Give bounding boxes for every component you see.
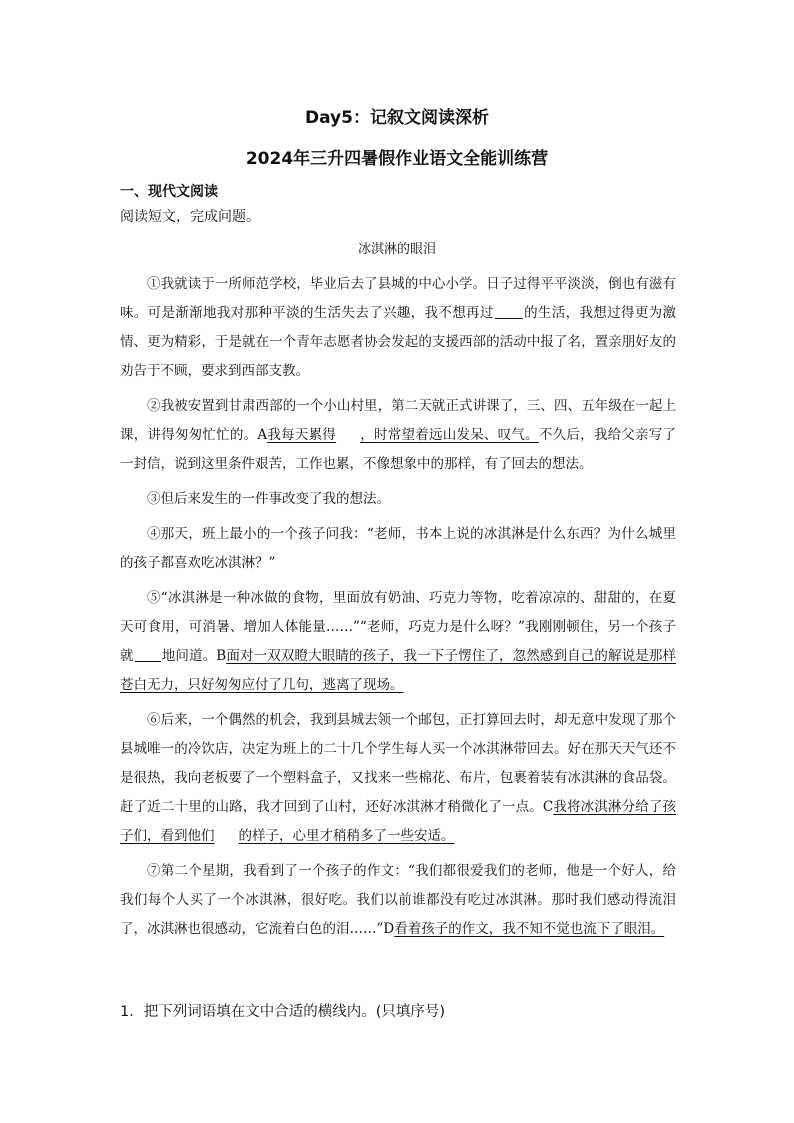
instruction-text: 阅读短文，完成问题。 [120,209,260,225]
paragraph-6 [120,706,676,851]
underlined-text: 的样子，心里才稍稍多了一些安适。 [238,828,455,844]
fill-blank [135,647,161,662]
underlined-sentence-d: 看着孩子的作文，我不知不觉也流下了眼泪。 [394,921,665,937]
paragraph-2 [120,392,676,479]
underlined-sentence-b: 面对一双双瞪大眼睛的孩子，我一下子愣住了，忽然感到自己的解说是那样苍白无力，只好匆匆应付了几句，逃离了现场。 [120,648,677,693]
underlined-text: 我将冰淇淋分给了孩子们，看到他们 [120,799,676,844]
paragraph-3: ③但后来发生的一件事改变了我的想法。 [147,491,390,507]
paragraph-text: ⑦第二个星期，我看到了一个孩子的作文：“我们都很爱我们的老师，他是一个好人，给我们每个人买了一个冰淇淋，很好吃。我们以前谁都没有吃过冰淇淋。那时我们感动得流泪了，冰淇淋也很感动，它流着白色的泪……”D [120,863,676,937]
paragraph-text: 地问道。B [161,648,227,664]
paragraph-text: ⑥后来，一个偶然的机会，我到县城去领一个邮包，正打算回去时，却无意中发现了那个县城唯一的冷饮店，决定为班上的二十几个学生每人买一个冰淇淋带回去。好在那天天气还不是很热，我向老板要了一个塑料盒子，又找来一些棉花、布片，包裹着装有冰淇淋的食品袋。赶了近二十里的山路，我才回到了山村，还好冰淇淋才稍微化了一点。C [120,712,676,815]
paragraph-4: ④那天，班上最小的一个孩子问我：“老师，书本上说的冰淇淋是什么东西？为什么城里的孩子都喜欢吃冰淇淋？” [120,526,676,571]
section-heading: 一、现代文阅读 [120,184,218,200]
underlined-text: ，时常望着远山发呆、叹气。 [360,427,539,443]
paragraph-text: ①我就读于一所师范学校，毕业后去了县城的中心小学。日子过得平平淡淡，倒也有滋有味。可是渐渐地我对那种平淡的生活失去了兴趣，我不想再过 [120,276,676,321]
passage [120,270,676,950]
story-title: 冰淇淋的眼泪 [357,242,436,257]
page-subtitle: 2024年三升四暑假作业语文全能训练营 [245,149,549,169]
fill-blank [495,304,523,319]
paragraph-7 [120,857,676,944]
paragraph-text: 不久后，我给父亲写了一封信，说到这里条件艰苦，工作也累，不像想象中的那样，有了回去的想法。 [120,427,677,472]
underlined-sentence-a [267,427,539,443]
question-1: 1．把下列词语填在文中合适的横线内。(只填序号) [120,1004,446,1020]
paragraph-5 [120,584,676,700]
page-title: Day5：记叙文阅读深析 [305,108,489,128]
paragraph-text: ②我被安置到甘肃西部的一个小山村里，第二天就正式讲课了，三、四、五年级在一起上课，讲得匆匆忙忙的。A [120,398,676,443]
paragraph-text: ⑤“冰淇淋是一种冰做的食物，里面放有奶油、巧克力等物，吃着凉凉的、甜甜的，在夏天可食用，可消暑、增加人体能量……”“老师，巧克力是什么呀？”我刚刚顿住，另一个孩子就 [120,590,676,664]
underlined-text: 我每天累得 [267,427,337,443]
paragraph-1 [120,270,676,386]
paragraph-text: 的生活，我想过得更为激情、更为精彩，于是就在一个青年志愿者协会发起的支援西部的活动中报了名，置亲朋好友的劝告于不顾，要求到西部支教。 [120,305,677,379]
